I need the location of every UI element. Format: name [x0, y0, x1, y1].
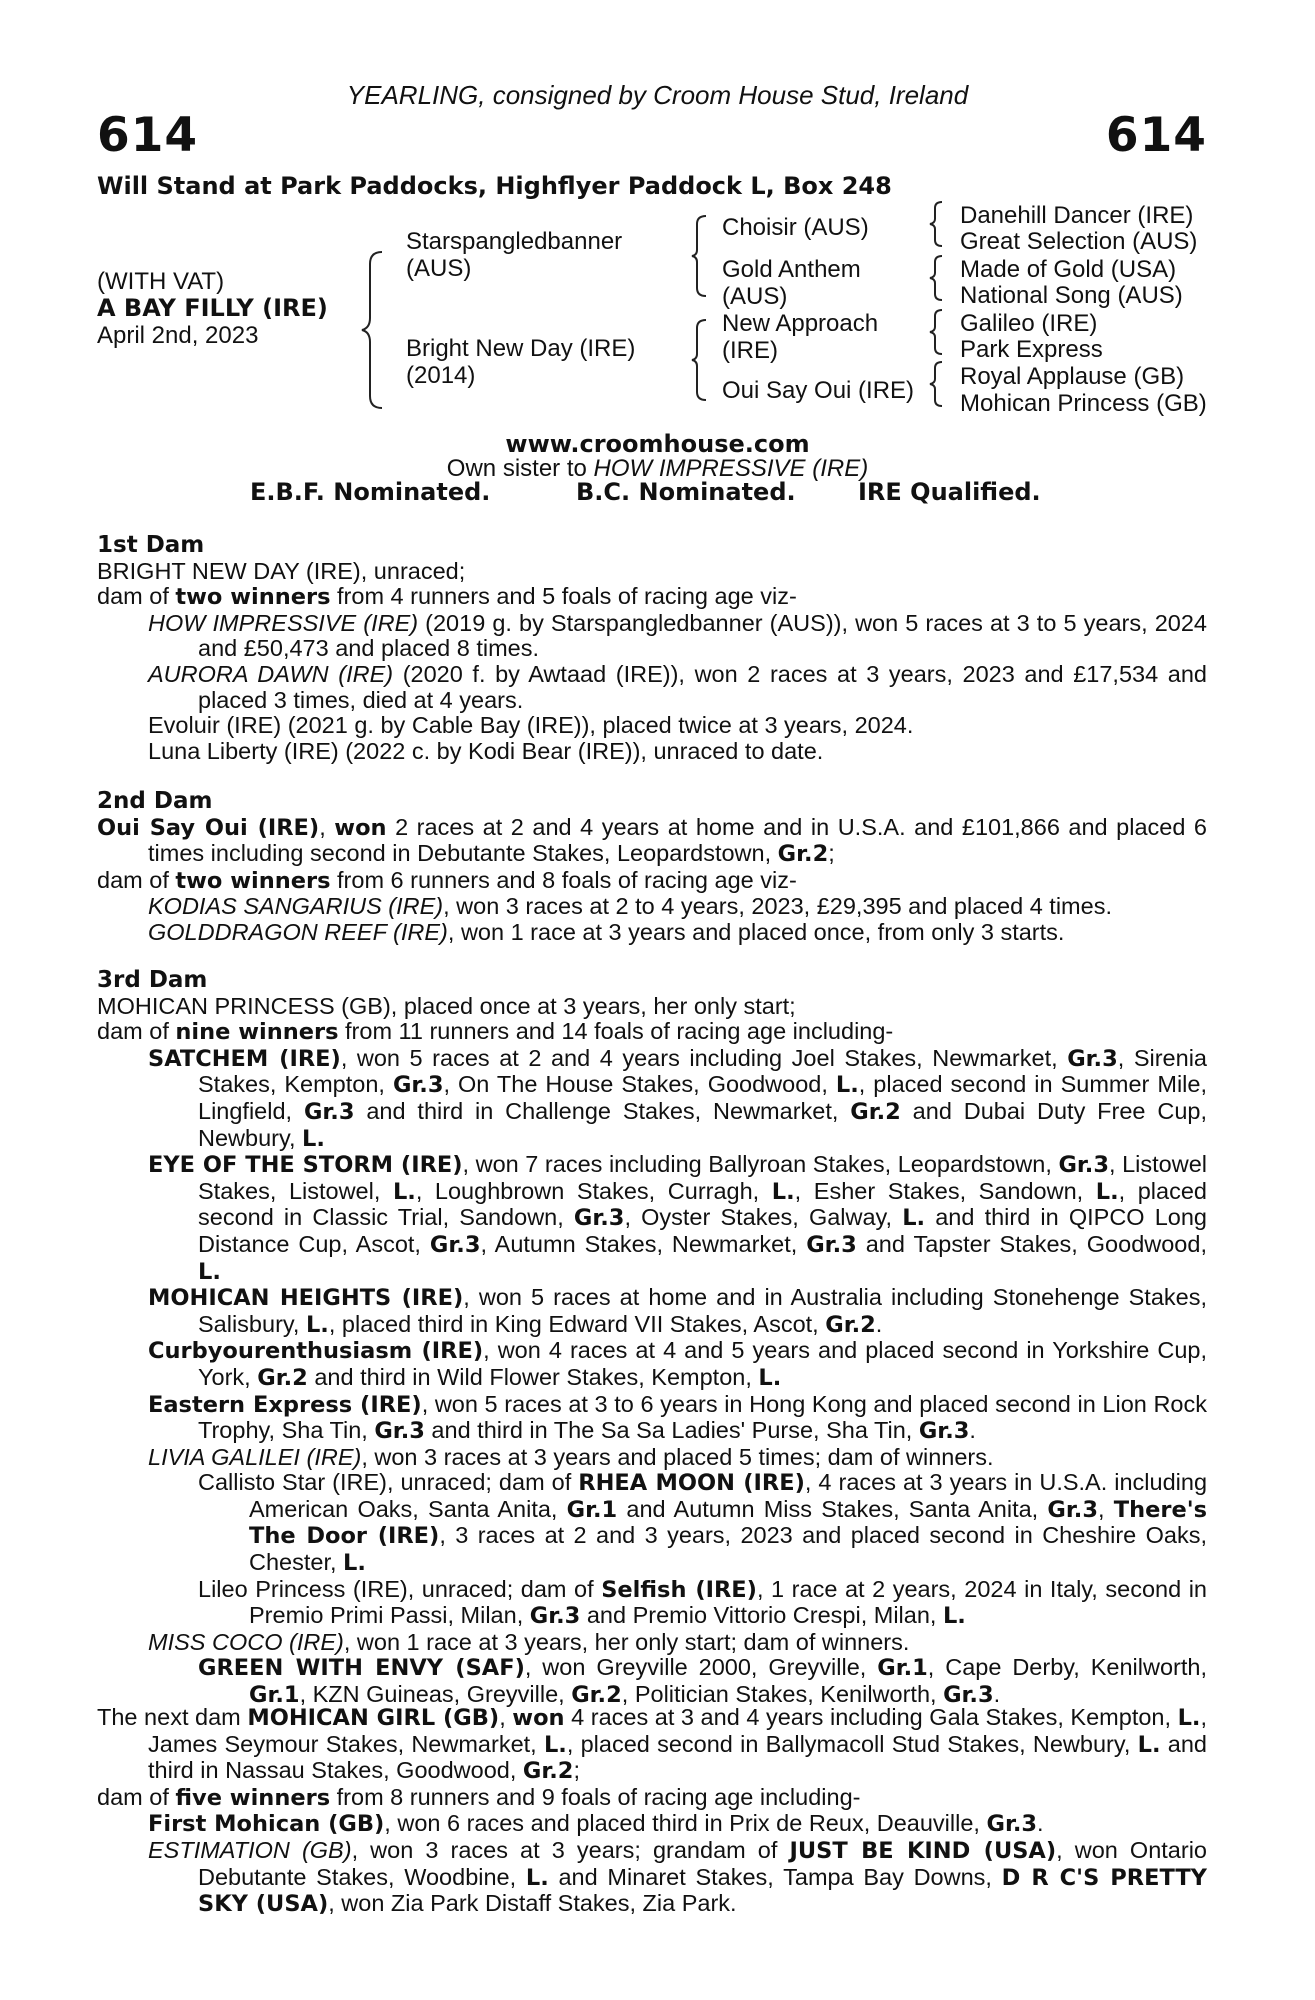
- list-item: GREEN WITH ENVY (SAF), won Greyville 2000, Greyville, Gr.1, Cape Derby, Kenilworth, Gr.1, KZN Guineas, Greyville, Gr.2, Politician Stakes, Kenilworth, Gr.3.: [198, 1654, 1207, 1709]
- next-dam-line: The next dam MOHICAN GIRL (GB), won 4 races at 3 and 4 years including Gala Stakes, Kempton, L., James Seymour Stakes, Newmarket, L., placed second in Ballymacoll Stud Stakes, Newbury, L. and third in Nassau Stakes, Goodwood, Gr.2;: [97, 1704, 1207, 1785]
- pedigree-brace-sd: [928, 254, 946, 302]
- website-link[interactable]: www.croomhouse.com: [505, 430, 810, 458]
- pedigree-brace-ss: [928, 200, 946, 248]
- list-item: Lileo Princess (IRE), unraced; dam of Selfish (IRE), 1 race at 2 years, 2024 in Italy, second in Premio Primi Passi, Milan, Gr.3 and Premio Vittorio Crespi, Milan, L.: [198, 1575, 1207, 1630]
- list-item: HOW IMPRESSIVE (IRE) (2019 g. by Starspangledbanner (AUS)), won 5 races at 3 to 5 years, 2024 and £50,473 and placed 8 times.: [148, 609, 1207, 662]
- pedigree-brace-main: [360, 250, 390, 410]
- list-item: Curbyourenthusiasm (IRE), won 4 races at 4 and 5 years and placed second in Yorkshire Cup, York, Gr.2 and third in Wild Flower Stakes, Kempton, L.: [148, 1337, 1207, 1391]
- first-dam-line: BRIGHT NEW DAY (IRE), unraced;: [97, 557, 466, 584]
- list-item: ESTIMATION (GB), won 3 races at 3 years; grandam of JUST BE KIND (USA), won Ontario Debutante Stakes, Woodbine, L. and Minaret Stakes, Tampa Bay Downs, D R C'S PRETTY SKY (USA), won Zia Park Distaff Stakes, Zia Park.: [148, 1836, 1207, 1918]
- lot-number-right: 614: [1105, 108, 1207, 163]
- sdd-name: National Song (AUS): [960, 282, 1183, 309]
- ssd-name: Great Selection (AUS): [960, 228, 1198, 255]
- second-dam-line: Oui Say Oui (IRE), won 2 races at 2 and 4 years at home and in U.S.A. and £101,866 and placed 6 times including second in Debutante Stakes, Leopardstown, Gr.2;: [97, 813, 1208, 868]
- bc-nominated: B.C. Nominated.: [576, 478, 796, 506]
- dds-name: Royal Applause (GB): [960, 363, 1185, 390]
- list-item: AURORA DAWN (IRE) (2020 f. by Awtaad (IRE)), won 2 races at 3 years, 2023 and £17,534 and placed 3 times, died at 4 years.: [148, 660, 1207, 713]
- own-sister-note: Own sister to HOW IMPRESSIVE (IRE): [446, 455, 869, 482]
- third-dam-section: [97, 968, 1207, 1709]
- vat-note: (WITH VAT): [97, 268, 225, 295]
- lot-number-left: 614: [97, 108, 199, 163]
- horse-name: A BAY FILLY (IRE): [97, 294, 328, 322]
- list-item: MISS COCO (IRE), won 1 race at 3 years, her only start; dam of winners.: [148, 1628, 910, 1655]
- dss-name: Galileo (IRE): [960, 310, 1098, 337]
- ebf-nominated: E.B.F. Nominated.: [250, 478, 491, 506]
- pedigree-brace-sire: [690, 214, 710, 298]
- third-dam-produce: dam of nine winners from 11 runners and 14 foals of racing age including-: [97, 1018, 894, 1046]
- second-dam-produce: dam of two winners from 6 runners and 8 foals of racing age viz-: [97, 866, 797, 894]
- list-item: Luna Liberty (IRE) (2022 c. by Kodi Bear (IRE)), unraced to date.: [148, 737, 824, 764]
- list-item: LIVIA GALILEI (IRE), won 3 races at 3 years and placed 5 times; dam of winners.: [148, 1443, 994, 1470]
- list-item: Callisto Star (IRE), unraced; dam of RHEA MOON (IRE), 4 races at 3 years in U.S.A. including American Oaks, Santa Anita, Gr.1 and Autumn Miss Stakes, Santa Anita, Gr.3, There's The Door (IRE), 3 races at 2 and 3 years, 2023 and placed second in Cheshire Oaks, Chester, L.: [198, 1469, 1208, 1577]
- dam-sire: New Approach (IRE): [722, 310, 879, 364]
- list-item: Eastern Express (IRE), won 5 races at 3 to 6 years in Hong Kong and placed second in Lion Rock Trophy, Sha Tin, Gr.3 and third in The Sa Sa Ladies' Purse, Sha Tin, Gr.3.: [148, 1390, 1207, 1445]
- third-dam-line: MOHICAN PRINCESS (GB), placed once at 3 years, her only start;: [97, 992, 796, 1019]
- list-item: KODIAS SANGARIUS (IRE), won 3 races at 2 to 4 years, 2023, £29,395 and placed 4 times.: [148, 893, 1112, 920]
- horse-dob: April 2nd, 2023: [97, 322, 259, 349]
- next-dam-produce: dam of five winners from 8 runners and 9 foals of racing age including-: [97, 1783, 861, 1811]
- first-dam-heading: 1st Dam: [97, 532, 205, 558]
- next-dam-section: [97, 1705, 1207, 1918]
- dsd-name: Park Express: [960, 336, 1103, 363]
- list-item: SATCHEM (IRE), won 5 races at 2 and 4 years including Joel Stakes, Newmarket, Gr.3, Sirenia Stakes, Kempton, Gr.3, On The House Stakes, Goodwood, L., placed second in Summer Mile, Lingfield, Gr.3 and third in Challenge Stakes, Newmarket, Gr.2 and Dubai Duty Free Cup, Newbury, L.: [148, 1044, 1207, 1152]
- pedigree-brace-dam: [690, 318, 710, 402]
- sds-name: Made of Gold (USA): [960, 256, 1177, 283]
- sire-dam: Gold Anthem (AUS): [722, 256, 861, 310]
- ire-qualified: IRE Qualified.: [858, 478, 1041, 506]
- consignor-subtitle: YEARLING, consigned by Croom House Stud, Ireland: [346, 80, 969, 110]
- sss-name: Danehill Dancer (IRE): [960, 202, 1194, 229]
- sire-name: Starspangledbanner (AUS): [406, 228, 623, 282]
- list-item: Evoluir (IRE) (2021 g. by Cable Bay (IRE)), placed twice at 3 years, 2024.: [148, 712, 914, 739]
- ddd-name: Mohican Princess (GB): [960, 390, 1207, 417]
- first-dam-section: [97, 533, 1207, 764]
- second-dam-section: [97, 789, 1207, 946]
- list-item: GOLDDRAGON REEF (IRE), won 1 race at 3 years and placed once, from only 3 starts.: [148, 918, 1065, 945]
- dam-dam: Oui Say Oui (IRE): [722, 377, 915, 404]
- list-item: First Mohican (GB), won 6 races and placed third in Prix de Reux, Deauville, Gr.3.: [148, 1810, 1044, 1838]
- sire-sire: Choisir (AUS): [722, 214, 869, 241]
- pedigree-brace-ds: [928, 308, 946, 356]
- pedigree-brace-dd: [928, 360, 946, 408]
- stand-location: Will Stand at Park Paddocks, Highflyer Paddock L, Box 248: [97, 172, 892, 200]
- list-item: EYE OF THE STORM (IRE), won 7 races including Ballyroan Stakes, Leopardstown, Gr.3, Listowel Stakes, Listowel, L., Loughbrown Stakes, Curragh, L., Esher Stakes, Sandown, L., placed second in Classic Trial, Sandown, Gr.3, Oyster Stakes, Galway, L. and third in QIPCO Long Distance Cup, Ascot, Gr.3, Autumn Stakes, Newmarket, Gr.3 and Tapster Stakes, Goodwood, L.: [148, 1151, 1207, 1285]
- third-dam-heading: 3rd Dam: [97, 967, 208, 993]
- dam-name: Bright New Day (IRE) (2014): [406, 335, 636, 389]
- list-item: MOHICAN HEIGHTS (IRE), won 5 races at home and in Australia including Stonehenge Stakes, Salisbury, L., placed third in King Edward VII Stakes, Ascot, Gr.2.: [148, 1284, 1207, 1338]
- second-dam-heading: 2nd Dam: [97, 788, 213, 814]
- first-dam-produce: dam of two winners from 4 runners and 5 foals of racing age viz-: [97, 583, 797, 611]
